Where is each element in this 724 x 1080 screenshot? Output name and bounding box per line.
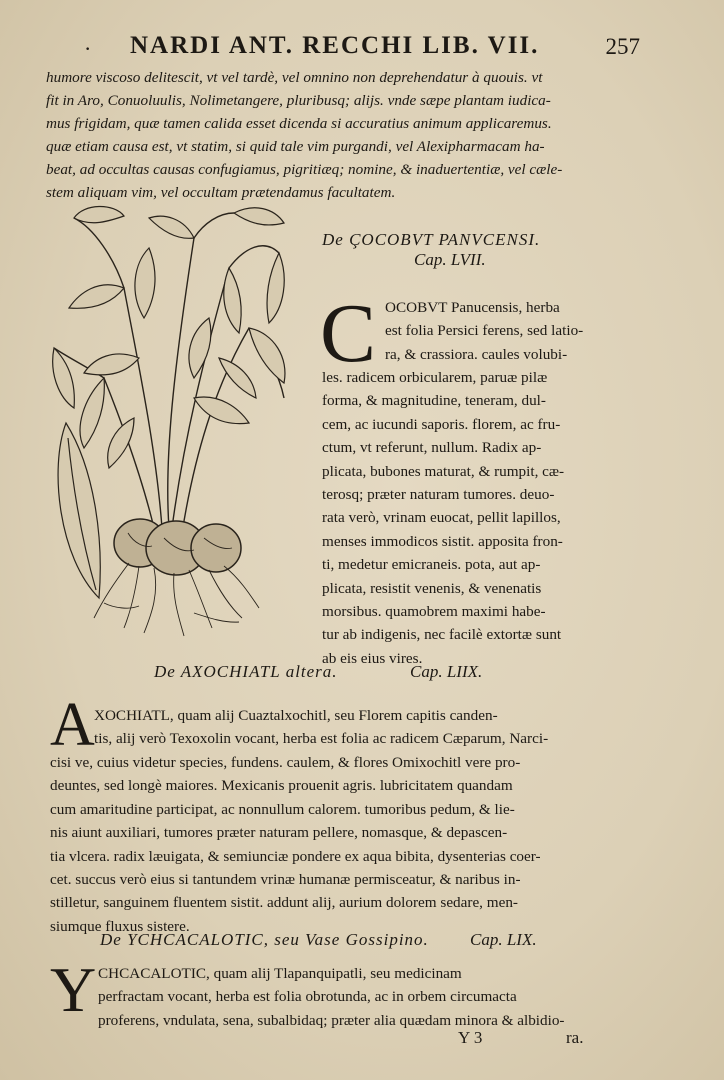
text-line: terosq; præter naturam tumores. deuo- [322, 486, 555, 504]
text-line: tia vlcera. radix læuigata, & semiunciæ pondere ex aqua bibita, dysenterias coer- [50, 847, 541, 865]
printer-dot: · [84, 36, 92, 61]
text-line: menses immodicos sistit. apposita fron- [322, 532, 563, 550]
text-line: morsibus. quamobrem maximi habe- [322, 603, 546, 621]
page-number: 257 [605, 34, 640, 59]
signature-mark: Y 3 [458, 1028, 483, 1047]
chapter2-lines [50, 751, 616, 938]
text-line: beat, ad occultas causas confugiamus, pigritiæq; nomine, & inaduertentiæ, vel cæle- [46, 161, 563, 178]
text-line: perfractam vocant, herba est folia obrotunda, ac in orbem circumacta [98, 988, 517, 1006]
text-line: proferens, vndulata, sena, subalbidaq; præter alia quædam minora & albidio- [98, 1011, 565, 1029]
chapter2-lines-indented [94, 704, 614, 751]
text-line: ra, & crassiora. caules volubi- [385, 345, 568, 363]
text-line: rata verò, vrinam euocat, pellit lapillos, [322, 509, 561, 527]
catchword: ra. [566, 1028, 584, 1047]
text-line: quæ etiam causa est, vt statim, si quid tale vim purgandi, vel Alexipharmacam ha- [46, 138, 545, 155]
text-line: ctum, vt referunt, nullum. Radix ap- [322, 439, 542, 457]
page-header [80, 32, 640, 66]
chapter-number: Cap. LIX. [470, 930, 537, 949]
chapter1-lines-indented [385, 296, 615, 366]
text-line: plicata, resistit venenis, & venenatis [322, 579, 542, 597]
chapter-heading: De AXOCHIATL altera. [154, 662, 338, 681]
text-line: les. radicem orbicularem, paruæ pilæ [322, 369, 548, 386]
chapter-heading: De ÇOCOBVT PANVCENSI. [322, 230, 541, 249]
text-line: XOCHIATL, quam alij Cuaztalxochitl, seu Florem capitis canden- [94, 707, 498, 724]
text-line: deuntes, sed longè maiores. Mexicanis prouenit agris. lubricitatem quandam [50, 777, 513, 795]
text-line: cisi ve, cuius videtur species, fundens. caulem, & flores Omixochitl vere pro- [50, 754, 521, 771]
text-line: siumque fluxus sistere. [50, 917, 190, 935]
plant-woodcut-illustration [44, 198, 294, 638]
text-line: stem aliquam vim, vel occultam prætendamus facultatem. [46, 184, 396, 201]
text-line: OCOBVT Panucensis, herba [385, 299, 560, 316]
running-head: NARDI ANT. RECCHI LIB. VII. [130, 32, 540, 59]
text-line: mus frigidam, quæ tamen calida esset dicenda si accuratius animum applicaremus. [46, 115, 552, 132]
chapter-number: Cap. LVII. [414, 250, 486, 269]
text-line: cum amaritudine participat, ac nonnullum calorem. tumoribus pedum, & lie- [50, 800, 515, 818]
chapter-number: Cap. LIIX. [410, 662, 483, 681]
intro-paragraph [46, 66, 618, 204]
page-footer [0, 1024, 724, 1054]
text-line: fit in Aro, Conuoluulis, Nolimetangere, pluribusq; alijs. vnde sæpe plantam iudica- [46, 92, 551, 109]
text-line: CHCACALOTIC, quam alij Tlapanquipatli, seu medicinam [98, 965, 462, 982]
text-line: tur ab indigenis, nec facilè extortæ sunt [322, 626, 562, 644]
text-line: tis, alij verò Texoxolin vocant, herba est folia ac radicem Cæparum, Narci- [94, 730, 549, 748]
text-line: plicata, bubones maturat, & rumpit, cæ- [322, 462, 565, 480]
drop-cap-initial: C [320, 287, 377, 380]
text-line: cet. succus verò eius si tantundem vrinæ humanæ permisceatur, & naribus in- [50, 871, 521, 889]
text-line: ab eis eius vires. [322, 649, 423, 667]
text-line: stilletur, sanguinem fluentem sistit. addunt alij, aurium dolorem sedare, men- [50, 894, 518, 912]
text-line: nis aiunt auxiliari, tumores præter naturam pellere, nomasque, & depascen- [50, 824, 508, 842]
text-line: forma, & magnitudine, teneram, dul- [322, 392, 546, 410]
drop-cap-initial: A [50, 691, 95, 759]
text-line: cem, ac iucundi saporis. florem, ac fru- [322, 415, 561, 433]
drop-cap-initial: Y [50, 954, 97, 1025]
text-line: ti, medetur emicraneis. pota, aut ap- [322, 556, 541, 574]
text-line: humore viscoso delitescit, vt vel tardè, vel omnino non deprehendatur à quouis. vt [46, 69, 543, 86]
chapter-heading: De YCHCACALOTIC, seu Vase Gossipino. [100, 930, 429, 949]
text-line: est folia Persici ferens, sed latio- [385, 322, 584, 340]
chapter1-lines [322, 366, 614, 670]
chapter3-lines [98, 962, 614, 1032]
